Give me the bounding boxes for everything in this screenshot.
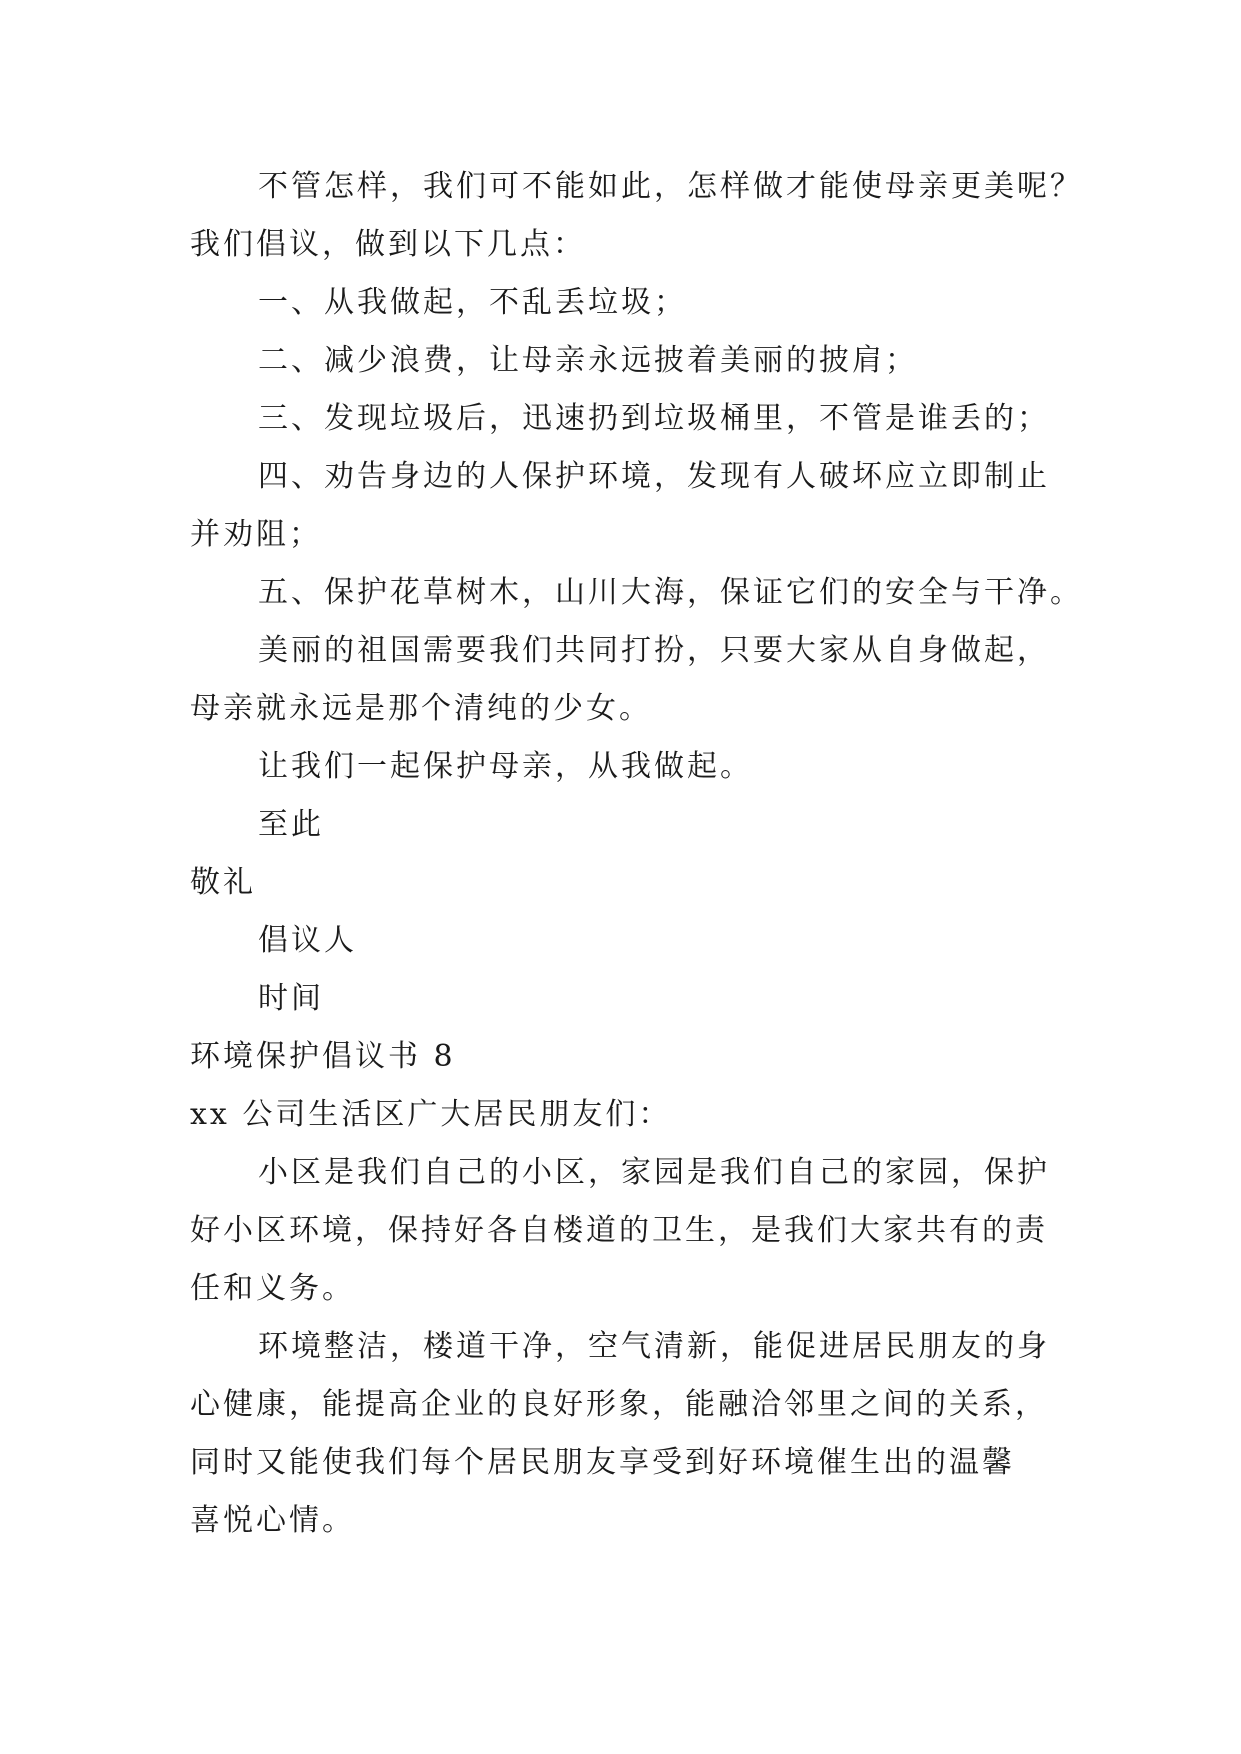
paragraph-line: 不管怎样，我们可不能如此，怎样做才能使母亲更美呢？ bbox=[258, 169, 1083, 204]
paragraph-line: 并劝阻； bbox=[190, 517, 322, 552]
list-item: 二、减少浪费，让母亲永远披着美丽的披肩； bbox=[258, 343, 918, 378]
paragraph-line: 让我们一起保护母亲，从我做起。 bbox=[258, 749, 753, 784]
paragraph-line: 环境整洁，楼道干净，空气清新，能促进居民朋友的身 bbox=[258, 1329, 1050, 1364]
paragraph-line: 同时又能使我们每个居民朋友享受到好环境催生出的温馨 bbox=[190, 1445, 1015, 1480]
signature-proposer: 倡议人 bbox=[258, 923, 357, 958]
paragraph-line: 任和义务。 bbox=[190, 1271, 355, 1306]
closing-salutation: 敬礼 bbox=[190, 865, 256, 900]
signature-date: 时间 bbox=[258, 981, 324, 1016]
paragraph-line: 小区是我们自己的小区，家园是我们自己的家园，保护 bbox=[258, 1155, 1050, 1190]
list-item: 四、劝告身边的人保护环境，发现有人破坏应立即制止 bbox=[258, 459, 1050, 494]
paragraph-line: 我们倡议，做到以下几点： bbox=[190, 227, 586, 262]
list-item: 三、发现垃圾后，迅速扔到垃圾桶里，不管是谁丢的； bbox=[258, 401, 1050, 436]
section-title: 环境保护倡议书 8 bbox=[190, 1039, 456, 1074]
paragraph-line: 母亲就永远是那个清纯的少女。 bbox=[190, 691, 652, 726]
paragraph-line: 好小区环境，保持好各自楼道的卫生，是我们大家共有的责 bbox=[190, 1213, 1048, 1248]
paragraph-line: 喜悦心情。 bbox=[190, 1503, 355, 1538]
list-item: 一、从我做起，不乱丢垃圾； bbox=[258, 285, 687, 320]
paragraph-line: 心健康，能提高企业的良好形象，能融洽邻里之间的关系， bbox=[190, 1387, 1048, 1422]
closing-line: 至此 bbox=[258, 807, 324, 842]
paragraph-line: 美丽的祖国需要我们共同打扮，只要大家从自身做起， bbox=[258, 633, 1050, 668]
list-item: 五、保护花草树木，山川大海，保证它们的安全与干净。 bbox=[258, 575, 1083, 610]
salutation: xx 公司生活区广大居民朋友们： bbox=[190, 1097, 672, 1132]
